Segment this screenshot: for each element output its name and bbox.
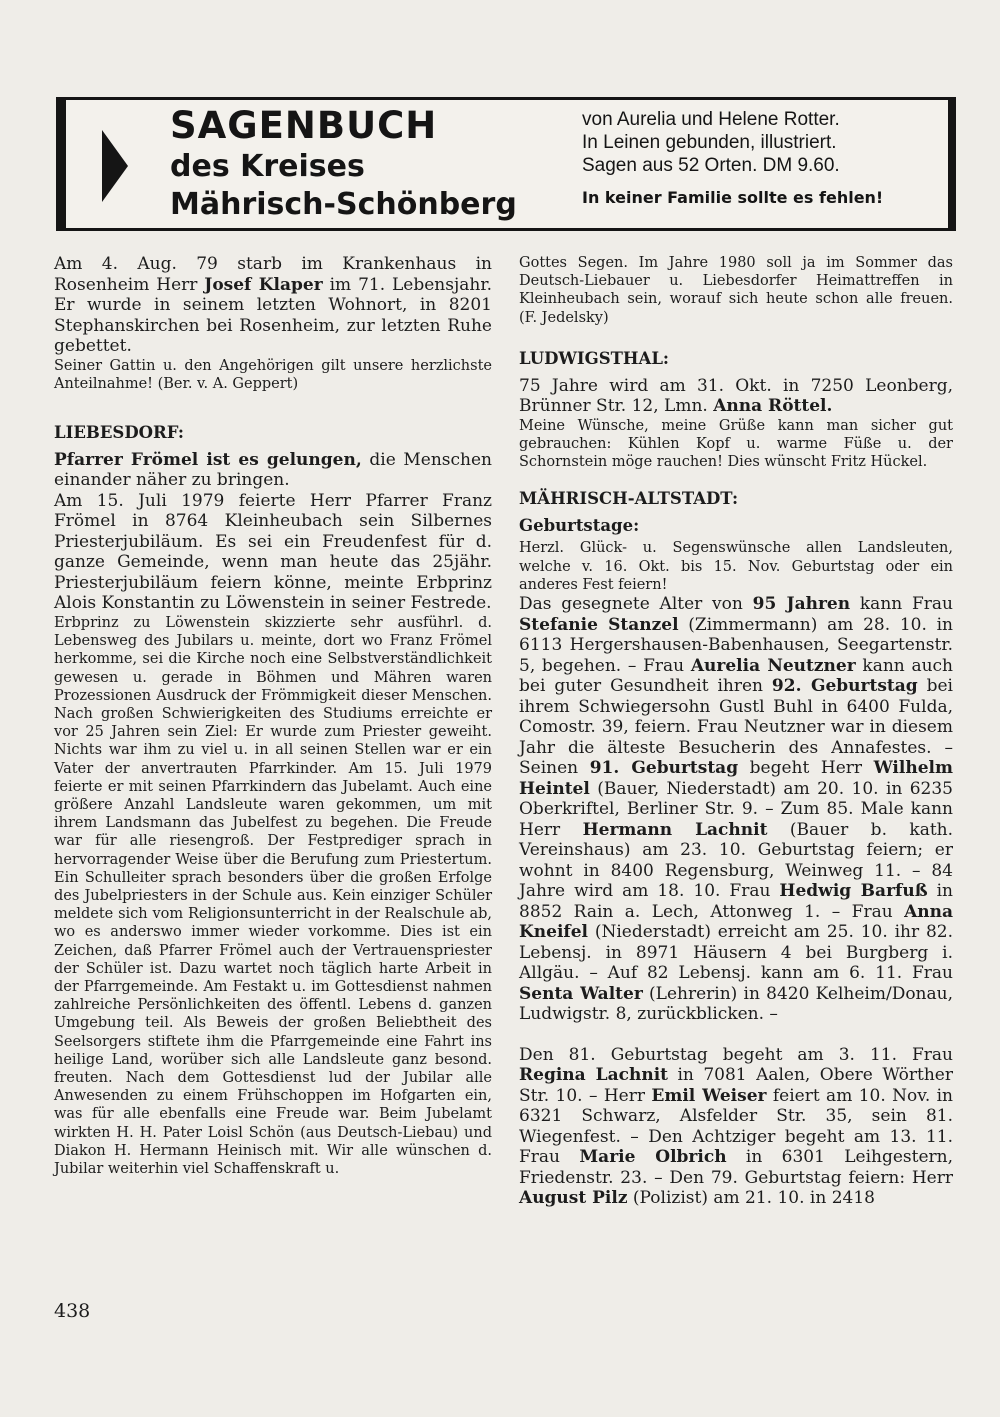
greeting-poem: Meine Wünsche, meine Grüße kann man sicher gut gebrauchen: Kühlen Kopf u. warme Füße u. der Schornstein möge rauchen! Dies wünscht Fritz Hückel.: [519, 417, 953, 471]
ad-title-line-1: SAGENBUCH: [170, 104, 438, 147]
bold-name: Anna Röttel.: [713, 396, 833, 417]
book-advertisement: [56, 97, 956, 231]
bold-name: Hedwig Barfuß: [779, 881, 928, 902]
article-lead: [54, 450, 492, 491]
bold-lead: Pfarrer Frömel ist es gelungen,: [54, 449, 362, 470]
ad-authors: von Aurelia und Helene Rotter.: [582, 109, 840, 130]
condolence-paragraph: Seiner Gattin u. den Angehörigen gilt unsere herzlichste Anteilnahme! (Ber. v. A. Geppert): [54, 357, 492, 392]
bold-text: 91. Geburtstag: [589, 758, 739, 779]
text-span: im 71. Lebensjahr. Er wurde in seinem letzten Wohnort, in 8201 Stephanskirchen bei Rosenheim, zur letzten Ruhe gebettet.: [54, 274, 492, 356]
ad-details: [582, 108, 840, 177]
bold-name: Anna Kneifel: [519, 901, 953, 943]
bold-name: Wilhelm Heintel: [519, 758, 953, 799]
text-span: (Bauer b. kath. Vereinshaus) am 23. 10. Geburtstag feiern; er wohnt in 8400 Regensburg, Weinweg 11. – 84 Jahre wird am 18. 10. Frau: [519, 819, 954, 902]
section-heading-liebesdorf: LIEBESDORF:: [54, 422, 184, 442]
ad-title: [170, 104, 517, 224]
ad-binding: In Leinen gebunden, illustriert.: [582, 132, 837, 153]
article-paragraph: Am 15. Juli 1979 feierte Herr Pfarrer Franz Frömel in 8764 Kleinheubach sein Silbernes Priesterjubiläum. Es sei ein Freudenfest für d. ganze Gemeinde, wenn man heute das 25jähr. Priesterjubiläum feiern könne, meinte Erbprinz Alois Konstantin zu Löwenstein in seiner Festrede.: [54, 490, 492, 614]
text-span: (Polizist) am 21. 10. in 2418: [627, 1188, 875, 1209]
bold-name: Senta Walter: [519, 983, 643, 1004]
text-span: Am 4. Aug. 79 starb im Krankenhaus in Rosenheim Herr: [54, 254, 492, 295]
right-column: [519, 254, 953, 1209]
bold-name: Emil Weiser: [651, 1085, 767, 1106]
arrow-icon: [102, 130, 128, 202]
bold-name: Josef Klaper: [204, 274, 323, 295]
ad-title-line-3: Mährisch-Schönberg: [170, 187, 517, 222]
bold-name: Aurelia Neutzner: [690, 655, 856, 676]
ad-slogan: In keiner Familie sollte es fehlen!: [582, 188, 884, 207]
text-span: (Bauer, Niederstadt) am 20. 10. in 6235 Oberkriftel, Berliner Str. 9. – Zum 85. Male kann Herr: [519, 778, 953, 840]
birthday-paragraph: [519, 376, 953, 417]
text-span: (Lehrerin) in 8420 Kelheim/Donau, Ludwigstr. 8, zurückblicken. –: [519, 983, 953, 1025]
text-span: bei ihrem Schwiegersohn Gustl Buhl in 6400 Fulda, Comostr. 39, feiern. Frau Neutzner war in diesem Jahr die älteste Besucherin des Annafestes. – Seinen: [519, 676, 953, 779]
text-span: Das gesegnete Alter von: [519, 594, 753, 615]
page-number: 438: [54, 1300, 91, 1322]
left-column: [54, 254, 492, 1178]
continuation-paragraph: Gottes Segen. Im Jahre 1980 soll ja im Sommer das Deutsch-Liebauer u. Liebesdorfer Heimattreffen in Kleinheubach sein, worauf sich heute schon alle freuen. (F. Jedelsky): [519, 255, 953, 326]
text-span: kann auch bei guter Gesundheit ihren: [519, 655, 954, 697]
article-body: Erbprinz zu Löwenstein skizzierte sehr ausführl. d. Lebensweg des Jubilars u. meinte, dort wo Franz Frömel herkomme, sei die Kirche noch eine Selbstverständlichkeit gewesen u. gerade in Böhmen und Mähren waren Prozessionen Ausdruck der Frömmigkeit dieser Menschen. Nach großen Schwierigkeiten des Studiums erreichte er vor 25 Jahren sein Ziel: Er wurde zum Priester geweiht. Nichts war ihm zu viel u. in all seinen Stellen war er ein Vater der anvertrauten Pfarrkinder. Am 15. Juli 1979 feierte er mit seinen Pfarrkindern das Jubelamt. Auch eine größere Anzahl Landsleute waren gekommen, um mit ihrem Landsmann das Jubelfest zu begehen. Die Freude war für alle riesengroß. Der Festprediger sprach in hervorragender Weise über die Berufung zum Priestertum. Ein Schulleiter sprach besonders über die großen Erfolge des Jubelpriesters in der Schule aus. Kein einziger Schüler meldete sich vom Religionsunterricht in der Realschule ab, wo es anderswo immer wieder vorkomme. Dies ist ein Zeichen, daß Pfarrer Frömel auch der Vertrauenspriester der Schüler ist. Dazu wartet noch täglich harte Arbeit in der Pfarrgemeinde. Am Festakt u. im Gottesdienst nahmen zahlreiche Persönlichkeiten des öffentl. Lebens d. ganzen Umgebung teil. Als Beweis der großen Beliebtheit des Seelsorgers stiftete ihm die Pfarrgemeinde eine Fahrt ins heilige Land, worüber sich alle Landsleute ganz besond. freuten. Nach dem Gottesdienst lud der Jubilar alle Anwesenden zu einem Frühschoppen im Hofgarten ein, was für alle ebenfalls eine Freude war. Beim Jubelamt wirkten H. H. Pater Loisl Schön (aus Deutsch-Liebau) und Diakon H. Hermann Heinisch mit. Wir alle wünschen d. Jubilar weiterhin viel Schaffenskraft u.: [54, 614, 492, 1177]
text-span: (Niederstadt) erreicht am 25. 10. ihr 82. Lebensj. in 8971 Häusern 4 bei Burgberg i. Allgäu. – Auf 82 Lebensj. kann am 6. 11. Frau: [519, 922, 953, 984]
text-span: kann Frau: [850, 594, 953, 615]
text-span: begeht Herr: [738, 758, 874, 779]
bold-name: August Pilz: [519, 1188, 628, 1209]
text-span: in 6301 Leihgestern, Friedenstr. 23. – Den 79. Geburtstag feiern: Herr: [519, 1147, 953, 1188]
text-span: in 8852 Rain a. Lech, Attonweg 1. – Frau: [519, 881, 953, 922]
text-span: in 7081 Aalen, Obere Wörther Str. 10. – Herr: [519, 1065, 953, 1106]
subheading-birthdays: Geburtstage:: [519, 516, 640, 536]
obituary-paragraph: [54, 254, 492, 357]
text-span: 75 Jahre wird am 31. Okt. in 7250 Leonberg, Brünner Str. 12, Lmn.: [519, 375, 953, 417]
bold-text: 92. Geburtstag: [771, 676, 918, 697]
bold-name: Hermann Lachnit: [582, 819, 768, 840]
section-heading-maehrisch-altstadt: MÄHRISCH-ALTSTADT:: [519, 489, 739, 509]
birthday-list-continued: [519, 1045, 953, 1209]
text-span: Den 81. Geburtstag begeht am 3. 11. Frau: [519, 1044, 953, 1065]
section-heading-ludwigsthal: LUDWIGSTHAL:: [519, 348, 670, 368]
ad-price: Sagen aus 52 Orten. DM 9.60.: [582, 155, 840, 176]
ad-title-line-2: des Kreises: [170, 149, 365, 184]
bold-name: Marie Olbrich: [579, 1147, 727, 1168]
bold-name: Stefanie Stanzel: [519, 614, 679, 635]
text-span: die Menschen einander näher zu bringen.: [54, 449, 492, 491]
text-span: (Zimmermann) am 28. 10. in 6113 Hergershausen-Babenhausen, Seegartenstr. 5, begehen. – Frau: [519, 614, 953, 676]
bold-text: 95 Jahren: [752, 594, 851, 615]
text-span: feiert am 10. Nov. in 6321 Schwarz, Alsfelder Str. 35, sein 81. Wiegenfest. – Den Achtziger begeht am 13. 11. Frau: [519, 1085, 953, 1168]
bold-name: Regina Lachnit: [519, 1065, 668, 1086]
birthday-list: [519, 594, 953, 1025]
wishes-paragraph: Herzl. Glück- u. Segenswünsche allen Landsleuten, welche v. 16. Okt. bis 15. Nov. Geburtstag oder ein anderes Fest feiern!: [519, 540, 953, 593]
